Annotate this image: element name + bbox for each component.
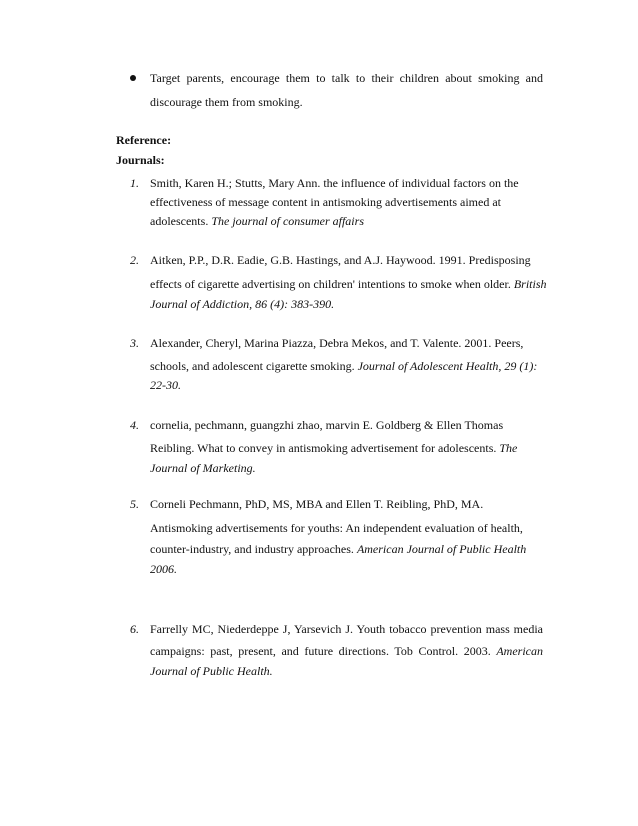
reference-3-line-1: Alexander, Cheryl, Marina Piazza, Debra Mekos, and T. Valente. 2001. Peers, [150,336,524,350]
reference-4-line-2 [150,440,517,456]
bullet-icon [130,75,136,81]
reference-number: 4. [130,418,139,432]
reference-6-text: campaigns: past, present, and future directions. Tob Control. 2003. [150,644,497,658]
reference-3-line-2 [150,358,537,374]
reference-6-line-3 [150,663,273,679]
reference-2-journal: British [513,277,547,291]
bullet-text-line-2: discourage them from smoking. [150,95,303,109]
reference-heading: Reference: [116,133,172,147]
reference-number: 1. [130,176,139,190]
reference-1-journal: The journal of consumer affairs [211,214,364,228]
reference-number: 6. [130,622,139,636]
reference-4-line-3 [150,460,256,476]
reference-6-journal-detail: Journal of Public Health. [150,664,273,678]
reference-2-journal-detail: Journal of Addiction, 86 (4): 383-390. [150,297,335,311]
bullet-text-line-1: Target parents, encourage them to talk to their children about smoking and [150,71,543,85]
reference-6-line-2 [150,643,543,659]
reference-2-line-3 [150,296,334,312]
reference-5-text: counter-industry, and industry approaches. [150,542,357,556]
reference-1-line-2: effectiveness of message content in antismoking advertisements aimed at [150,195,502,209]
reference-5-line-4 [150,561,177,577]
reference-number: 5. [130,497,139,511]
reference-5-line-1: Corneli Pechmann, PhD, MS, MBA and Ellen T. Reibling, PhD, MA. [150,497,484,511]
reference-3-text: schools, and adolescent cigarette smoking. [150,359,358,373]
reference-4-text: Reibling. What to convey in antismoking advertisement for adolescents. [150,441,500,455]
reference-4-line-1: cornelia, pechmann, guangzhi zhao, marvin E. Goldberg & Ellen Thomas [150,418,504,432]
journals-heading: Journals: [116,153,165,167]
reference-1-line-3 [150,213,364,229]
reference-1-text: adolescents. [150,214,212,228]
reference-number: 2. [130,253,139,267]
reference-3-journal: Journal of Adolescent Health, 29 (1): [357,359,538,373]
reference-5-year: 2006. [150,562,177,576]
reference-2-line-1: Aitken, P.P., D.R. Eadie, G.B. Hastings, and A.J. Haywood. 1991. Predisposing [150,253,531,267]
reference-3-line-3 [150,377,181,393]
reference-number: 3. [130,336,139,350]
reference-6-journal: American [496,644,543,658]
reference-4-journal-detail: Journal of Marketing. [150,461,256,475]
reference-6-line-1: Farrelly MC, Niederdeppe J, Yarsevich J. Youth tobacco prevention mass media [150,622,543,636]
reference-5-line-2: Antismoking advertisements for youths: An independent evaluation of health, [150,521,523,535]
reference-2-line-2 [150,276,547,292]
reference-2-text: effects of cigarette advertising on children' intentions to smoke when older. [150,277,514,291]
reference-1-line-1: Smith, Karen H.; Stutts, Mary Ann. the influence of individual factors on the [150,176,519,190]
reference-3-pages: 22-30. [150,378,181,392]
reference-5-line-3 [150,541,526,557]
reference-5-journal: American Journal of Public Health [356,542,527,556]
reference-4-journal: The [499,441,518,455]
